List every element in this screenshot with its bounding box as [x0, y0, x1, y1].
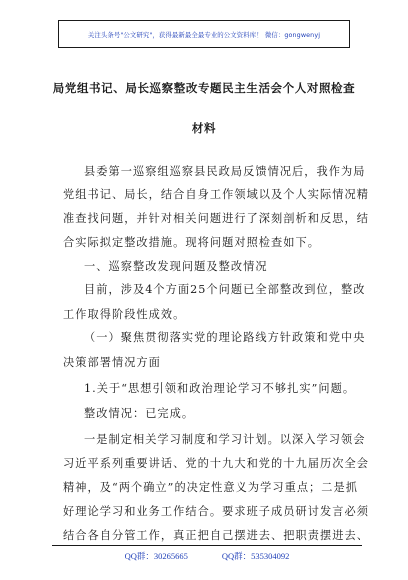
item-heading: 1.关于“思想引领和政治理论学习不够扎实”问题。	[84, 382, 356, 395]
body-line: 习近平系列重要讲话、党的十九大和党的十九届历次全会	[63, 457, 369, 470]
body-line: 一是制定相关学习制度和学习计划。以深入学习领会	[84, 433, 366, 446]
section-heading: 一、巡察整改发现问题及整改情况	[84, 260, 268, 273]
document-title-line-2: 材料	[191, 121, 217, 135]
header-banner	[58, 20, 350, 48]
header-text: 关注头条号"公文研究"，获得最新最全最专业的公文资料库！ 微信：gongwenyj	[87, 30, 321, 39]
footer-qq-group-1: QQ群：30265665	[124, 551, 188, 561]
footer-qq-group-2: QQ群：535304092	[221, 551, 290, 561]
body-line: 党组书记、局长，结合自身工作领域以及个人实际情况精	[63, 188, 369, 201]
footer	[52, 545, 362, 567]
subsection-heading: （一）聚焦贯彻落实党的理论路线方针政策和党中央	[84, 331, 366, 344]
body-line: 好理论学习和业务工作结合。要求班子成员研讨发言必须	[63, 505, 369, 518]
body-line: 合实际拟定整改措施。现将问题对照检查如下。	[63, 236, 320, 249]
subsection-heading: 决策部署情况方面	[63, 356, 161, 369]
body-line: 工作取得阶段性成效。	[63, 308, 186, 321]
body-line: 精神，及“两个确立”的决定性意义为学习重点；二是抓	[63, 481, 359, 494]
body-line: 县委第一巡察组巡察县民政局反馈情况后，我作为局	[84, 165, 366, 178]
body-line: 准查找问题，并针对相关问题进行了深刻剖析和反思，结	[63, 212, 369, 225]
document-title-line-1: 局党组书记、局长巡察整改专题民主生活会个人对照检查	[52, 81, 356, 95]
body-line: 整改情况：已完成。	[84, 407, 195, 420]
body-line: 结合各自分管工作，真正把自己摆进去、把职责摆进去、	[63, 529, 369, 542]
body-line: 目前，涉及4个方面25个问题已全部整改到位，整改	[84, 283, 366, 296]
